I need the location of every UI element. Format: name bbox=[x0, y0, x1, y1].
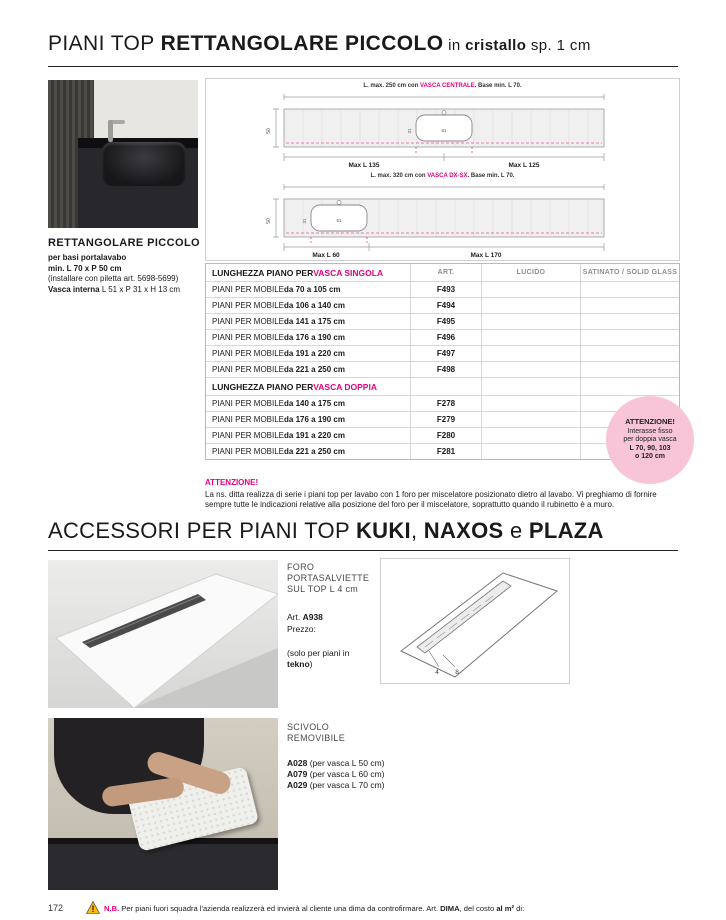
acc-title-e: e bbox=[503, 518, 529, 543]
row-label bbox=[206, 412, 411, 427]
accessories-title bbox=[48, 518, 604, 544]
row-label bbox=[206, 444, 411, 459]
drawing1-svg bbox=[214, 91, 671, 169]
cell-lucido bbox=[482, 314, 581, 329]
dim-depth: 50 bbox=[266, 218, 272, 224]
group-label bbox=[206, 264, 411, 281]
dim-basin-depth: 31 bbox=[302, 218, 307, 224]
title-bold: RETTANGOLARE PICCOLO bbox=[160, 32, 444, 55]
title-normal: PIANI TOP bbox=[48, 32, 161, 55]
drawing-vasca-dx-sx bbox=[214, 173, 671, 259]
drawing2-svg bbox=[214, 181, 671, 259]
acc1-name-line: FORO bbox=[287, 562, 315, 572]
cell-satinato bbox=[581, 282, 679, 297]
col-header-satinato: SATINATO / SOLID GLASS bbox=[582, 269, 678, 276]
product-info bbox=[48, 253, 213, 295]
row-art: F497 bbox=[411, 346, 482, 361]
photo-scivolo-removibile bbox=[48, 718, 278, 890]
row-label bbox=[206, 346, 411, 361]
sketch-dim-8: 8 bbox=[455, 669, 459, 676]
dim-max-left: Max L 60 bbox=[312, 252, 340, 259]
table-row bbox=[206, 362, 679, 378]
col-spacer bbox=[482, 378, 581, 395]
cell-lucido bbox=[482, 346, 581, 361]
photo-foro-portasalviette bbox=[48, 560, 278, 708]
cell-satinato bbox=[581, 362, 679, 377]
row-label-range: da 221 a 250 cm bbox=[284, 447, 345, 456]
photo-washbasin bbox=[48, 80, 198, 228]
row-label bbox=[206, 362, 411, 377]
faucet-shape bbox=[108, 120, 113, 142]
row-art: F495 bbox=[411, 314, 482, 329]
row-label-range: da 141 a 175 cm bbox=[284, 317, 345, 326]
product-line3: (installare con piletta art. 5698-5699) bbox=[48, 274, 179, 283]
row-label-range: da 191 a 220 cm bbox=[284, 349, 345, 358]
acc2-name-line: REMOVIBILE bbox=[287, 733, 346, 743]
dim-max-left: Max L 135 bbox=[348, 162, 380, 169]
acc-title-normal: ACCESSORI PER PIANI TOP bbox=[48, 518, 356, 543]
sketch-dim-4: 4 bbox=[435, 669, 439, 676]
row-label bbox=[206, 314, 411, 329]
dim-max-right: Max L 125 bbox=[508, 162, 540, 169]
attention-body: La ns. ditta realizza di serie i piani top per lavabo con 1 foro per miscelatore posizionato dietro al lavabo. Vi preghiamo di fornire sempre tutte le indicazioni relative alla posizione del foro per il miscelatore, soprattutto quando il rubinetto è a muro. bbox=[205, 489, 657, 509]
acc2-item-code: A029 bbox=[287, 780, 308, 790]
row-label bbox=[206, 330, 411, 345]
acc1-price-label: Prezzo: bbox=[287, 624, 316, 634]
drawing2-caption-post: . Base min. L 70. bbox=[467, 173, 515, 179]
row-label-range: da 70 a 105 cm bbox=[284, 285, 341, 294]
table-row bbox=[206, 298, 679, 314]
acc1-name bbox=[287, 562, 369, 595]
drawing-vasca-centrale bbox=[214, 83, 671, 169]
acc1-art-code: A938 bbox=[302, 612, 323, 622]
page-title bbox=[48, 32, 591, 56]
row-art: F493 bbox=[411, 282, 482, 297]
acc1-note-line1: (solo per piani in bbox=[287, 648, 350, 658]
acc1-note bbox=[287, 648, 349, 670]
title-suffix-end: sp. 1 cm bbox=[526, 37, 591, 54]
acc1-note-line2 bbox=[287, 659, 349, 670]
row-label-pre: PIANI PER MOBILE bbox=[212, 365, 285, 374]
acc2-item-code: A028 bbox=[287, 758, 308, 768]
footer-text-mid: , del costo bbox=[459, 904, 497, 913]
warning-icon bbox=[86, 901, 100, 914]
cell-satinato bbox=[581, 346, 679, 361]
drawing1-caption-post: . Base min. L 70. bbox=[474, 83, 522, 89]
group-label-pre: LUNGHEZZA PIANO PER bbox=[212, 267, 314, 278]
row-label-pre: PIANI PER MOBILE bbox=[212, 301, 285, 310]
drawing2-caption bbox=[214, 173, 671, 179]
drawing2-caption-pre: L. max. 320 cm con bbox=[370, 173, 428, 179]
footer-dima: DIMA bbox=[440, 904, 460, 913]
cell-satinato bbox=[581, 298, 679, 313]
product-name: RETTANGOLARE PICCOLO bbox=[48, 237, 201, 249]
title-rule bbox=[48, 66, 678, 67]
group-label bbox=[206, 378, 411, 395]
acc2-item-code: A079 bbox=[287, 769, 308, 779]
acc2-item bbox=[287, 769, 384, 780]
row-art: F278 bbox=[411, 396, 482, 411]
cell-lucido bbox=[482, 282, 581, 297]
drawing1-caption-pre: L. max. 250 cm con bbox=[363, 83, 421, 89]
row-art: F281 bbox=[411, 444, 482, 459]
dim-basin-depth: 31 bbox=[407, 128, 412, 134]
group-label-pre: LUNGHEZZA PIANO PER bbox=[212, 381, 314, 392]
acc2-item-desc: (per vasca L 50 cm) bbox=[307, 758, 385, 768]
cell-lucido bbox=[482, 396, 581, 411]
sketch-svg bbox=[381, 559, 567, 681]
product-line2: min. L 70 x P 50 cm bbox=[48, 263, 122, 273]
basin-shape bbox=[102, 142, 186, 186]
table-group-header-singola bbox=[206, 264, 679, 282]
cell-lucido bbox=[482, 298, 581, 313]
row-label-range: da 176 a 190 cm bbox=[284, 415, 345, 424]
row-art: F498 bbox=[411, 362, 482, 377]
col-header-lucido: LUCIDO bbox=[482, 264, 581, 281]
badge-title: ATTENZIONE! bbox=[625, 417, 675, 427]
col-header-art: ART. bbox=[411, 264, 482, 281]
cell-satinato bbox=[581, 314, 679, 329]
acc2-item bbox=[287, 780, 384, 791]
product-line4-bold: Vasca interna bbox=[48, 284, 100, 294]
acc2-item bbox=[287, 758, 384, 769]
footer-alm2: al m² bbox=[496, 904, 515, 913]
page-number: 172 bbox=[48, 903, 64, 913]
table-row bbox=[206, 282, 679, 298]
row-label-pre: PIANI PER MOBILE bbox=[212, 431, 285, 440]
acc1-name-line: SUL TOP L 4 cm bbox=[287, 584, 359, 594]
badge-line: L 70, 90, 103 bbox=[629, 444, 671, 452]
cell-lucido bbox=[482, 330, 581, 345]
cell-lucido bbox=[482, 428, 581, 443]
product-line4-rest: L 51 x P 31 x H 13 cm bbox=[99, 284, 181, 294]
row-label-range: da 176 a 190 cm bbox=[284, 333, 345, 342]
attention-note bbox=[205, 478, 678, 511]
attenzione-badge bbox=[606, 396, 694, 484]
cell-lucido bbox=[482, 362, 581, 377]
dim-depth: 50 bbox=[266, 128, 272, 134]
table-row bbox=[206, 330, 679, 346]
row-label-pre: PIANI PER MOBILE bbox=[212, 317, 285, 326]
badge-line: o 120 cm bbox=[635, 453, 665, 461]
table-row bbox=[206, 396, 679, 412]
sketch-foro-portasalviette bbox=[380, 558, 570, 684]
table-group-header-doppia bbox=[206, 378, 679, 396]
acc-title-bold1: KUKI bbox=[355, 518, 411, 543]
row-label-pre: PIANI PER MOBILE bbox=[212, 415, 285, 424]
row-label-range: da 221 a 250 cm bbox=[284, 365, 345, 374]
acc1-note-post: ) bbox=[309, 659, 313, 669]
footer-text-pre: Per piani fuori squadra l'azienda realizzerà ed invierà al cliente una dima da controfirmare. Art. bbox=[119, 904, 441, 913]
col-spacer bbox=[411, 378, 482, 395]
badge-line: Interasse fisso bbox=[627, 427, 673, 435]
row-label bbox=[206, 396, 411, 411]
title-suffix-bold: cristallo bbox=[465, 37, 527, 54]
badge-line: per doppia vasca bbox=[623, 436, 677, 444]
footer-note bbox=[104, 904, 689, 913]
acc-title-sep: , bbox=[410, 518, 424, 543]
table-row bbox=[206, 346, 679, 362]
technical-drawings-panel bbox=[205, 78, 680, 261]
acc-title-bold3: PLAZA bbox=[528, 518, 604, 543]
cell-lucido bbox=[482, 412, 581, 427]
dim-basin-width: 51 bbox=[441, 128, 447, 133]
row-label-pre: PIANI PER MOBILE bbox=[212, 399, 285, 408]
photo2-shapes bbox=[48, 560, 278, 708]
accessories-rule bbox=[48, 550, 678, 551]
row-label-pre: PIANI PER MOBILE bbox=[212, 447, 285, 456]
acc2-item-desc: (per vasca L 70 cm) bbox=[307, 780, 385, 790]
drawing2-caption-accent: VASCA DX-SX bbox=[427, 173, 468, 179]
cell-satinato bbox=[581, 330, 679, 345]
cell-lucido bbox=[482, 444, 581, 459]
dim-basin-width: 51 bbox=[336, 218, 342, 223]
row-art: F280 bbox=[411, 428, 482, 443]
row-label-pre: PIANI PER MOBILE bbox=[212, 349, 285, 358]
row-label-range: da 140 a 175 cm bbox=[284, 399, 345, 408]
row-art: F496 bbox=[411, 330, 482, 345]
row-label bbox=[206, 282, 411, 297]
acc1-art bbox=[287, 612, 323, 623]
row-art: F279 bbox=[411, 412, 482, 427]
acc2-item-desc: (per vasca L 60 cm) bbox=[307, 769, 385, 779]
row-art: F494 bbox=[411, 298, 482, 313]
group-label-accent: VASCA SINGOLA bbox=[313, 267, 384, 278]
acc1-note-bold: tekno bbox=[287, 659, 310, 669]
row-label-range: da 106 a 140 cm bbox=[284, 301, 345, 310]
acc1-art-label: Art. bbox=[287, 612, 303, 622]
dim-max-right: Max L 170 bbox=[470, 252, 502, 259]
row-label-range: da 191 a 220 cm bbox=[284, 431, 345, 440]
svg-text:!: ! bbox=[91, 904, 95, 914]
product-line4 bbox=[48, 285, 213, 296]
col-spacer bbox=[581, 378, 679, 395]
drawing1-caption bbox=[214, 83, 671, 89]
row-label bbox=[206, 298, 411, 313]
group-label-accent: VASCA DOPPIA bbox=[313, 381, 377, 392]
row-label-pre: PIANI PER MOBILE bbox=[212, 285, 285, 294]
row-label-pre: PIANI PER MOBILE bbox=[212, 333, 285, 342]
acc2-name-line: SCIVOLO bbox=[287, 722, 330, 732]
drawing1-caption-accent: VASCA CENTRALE bbox=[420, 83, 475, 89]
product-line1: per basi portalavabo bbox=[48, 253, 127, 262]
title-suffix: in bbox=[443, 37, 466, 54]
footer-nb-label: N.B. bbox=[104, 904, 120, 913]
row-label bbox=[206, 428, 411, 443]
acc2-items bbox=[287, 758, 384, 791]
footer-text-post: di: bbox=[514, 904, 525, 913]
attention-title: ATTENZIONE! bbox=[205, 478, 259, 487]
acc2-name bbox=[287, 722, 345, 744]
table-row bbox=[206, 314, 679, 330]
acc-title-bold2: NAXOS bbox=[423, 518, 504, 543]
acc1-name-line: PORTASALVIETTE bbox=[287, 573, 370, 583]
